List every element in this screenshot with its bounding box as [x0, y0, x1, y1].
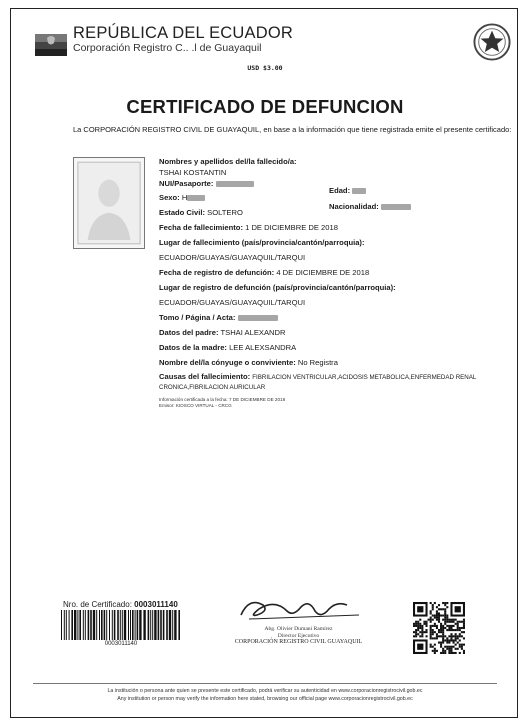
registration-date-label: Fecha de registro de defunción: — [159, 268, 275, 277]
redacted-sex — [187, 195, 205, 201]
death-date-label: Fecha de fallecimiento: — [159, 223, 243, 232]
intro-text: La CORPORACIÓN REGISTRO CIVIL DE GUAYAQUIL, en base a la información que tiene registrada emite el presente certificado: — [73, 125, 512, 134]
death-place-label: Lugar de fallecimiento (país/provincia/cantón/parroquia): — [159, 238, 365, 247]
certificate-number-value: 0003011140 — [134, 600, 178, 609]
certificate-page — [10, 8, 518, 718]
header-title: REPÚBLICA DEL ECUADOR — [73, 24, 293, 42]
causes-label: Causas del fallecimiento: — [159, 372, 251, 381]
deceased-photo — [73, 157, 145, 249]
barcode — [61, 610, 181, 640]
redacted-id — [216, 181, 254, 187]
sex-label: Sexo: — [159, 193, 180, 202]
spouse-label: Nombre del/la cónyuge o conviviente: — [159, 358, 296, 367]
death-date-value: 1 DE DICIEMBRE DE 2018 — [245, 223, 338, 232]
father-label: Datos del padre: — [159, 328, 219, 337]
footer-verification-en: Any institution or person may verify the information here stated, browsing our official page www.corporacionregistrocivil.gob.ec — [117, 696, 413, 702]
director-signature — [229, 589, 369, 624]
coat-of-arms-seal-icon — [473, 23, 511, 61]
certificate-number-label: Nro. de Certificado: — [63, 600, 132, 609]
death-place-value: ECUADOR/GUAYAS/GUAYAQUIL/TARQUI — [159, 253, 306, 262]
issuer: Emisor: KIOSCO VIRTUAL - CRCG — [159, 403, 232, 408]
qr-code[interactable] — [413, 602, 465, 654]
footer-divider — [33, 683, 497, 684]
footer-verification-es: La institución o persona ante quien se presente este certificado, podrá verificar su autenticidad en www.corporacionregistrocivil.gob.ec — [107, 688, 423, 694]
tomo-label: Tomo / Página / Acta: — [159, 313, 236, 322]
id-label: NUI/Pasaporte: — [159, 179, 214, 188]
redacted-age — [352, 188, 366, 194]
certificate-number — [63, 600, 178, 609]
page-title: CERTIFICADO DE DEFUNCION — [126, 96, 404, 117]
sex-value: H — [181, 193, 188, 202]
signatory-name: Abg. Olivier Dumani Ramírez — [264, 626, 333, 632]
civil-status-label: Estado Civil: — [159, 208, 205, 217]
registration-date-value: 4 DE DICIEMBRE DE 2018 — [276, 268, 370, 277]
ecuador-flag-icon — [35, 34, 67, 56]
spouse-value: No Registra — [297, 358, 338, 367]
registration-place-value: ECUADOR/GUAYAS/GUAYAQUIL/TARQUI — [159, 298, 306, 307]
signatory-org: CORPORACIÓN REGISTRO CIVIL GUAYAQUIL — [234, 639, 363, 645]
header-subtitle: Corporación Registro C.. .l de Guayaquil — [73, 42, 262, 54]
barcode-number: 0003011140 — [104, 641, 138, 647]
info-date: Información certificada a la fecha: 7 DE DICIEMBRE DE 2018 — [159, 397, 286, 402]
civil-status-value: SOLTERO — [207, 208, 243, 217]
price-label: USD $3.00 — [247, 64, 283, 72]
mother-label: Datos de la madre: — [159, 343, 227, 352]
name-label: Nombres y apellidos del/la fallecido/a: — [159, 157, 297, 166]
registration-place-label: Lugar de registro de defunción (país/provincia/cantón/parroquia): — [159, 283, 396, 292]
age-label: Edad: — [329, 186, 351, 195]
redacted-nationality — [381, 204, 411, 210]
causes-value: FIBRILACION VENTRICULAR,ACIDOSIS METABOLICA,ENFERMEDAD RENAL CRONICA,FIBRILACION AURICULAR — [159, 374, 477, 391]
nationality-label: Nacionalidad: — [329, 202, 379, 211]
signatory-role: Director Ejecutivo — [277, 632, 320, 639]
name-value: TSHAI KOSTANTIN — [159, 168, 227, 177]
mother-value: LEE ALEXSANDRA — [229, 343, 297, 352]
redacted-tomo — [238, 315, 278, 321]
father-value: TSHAI ALEXANDR — [220, 328, 286, 337]
signatory — [211, 626, 386, 639]
